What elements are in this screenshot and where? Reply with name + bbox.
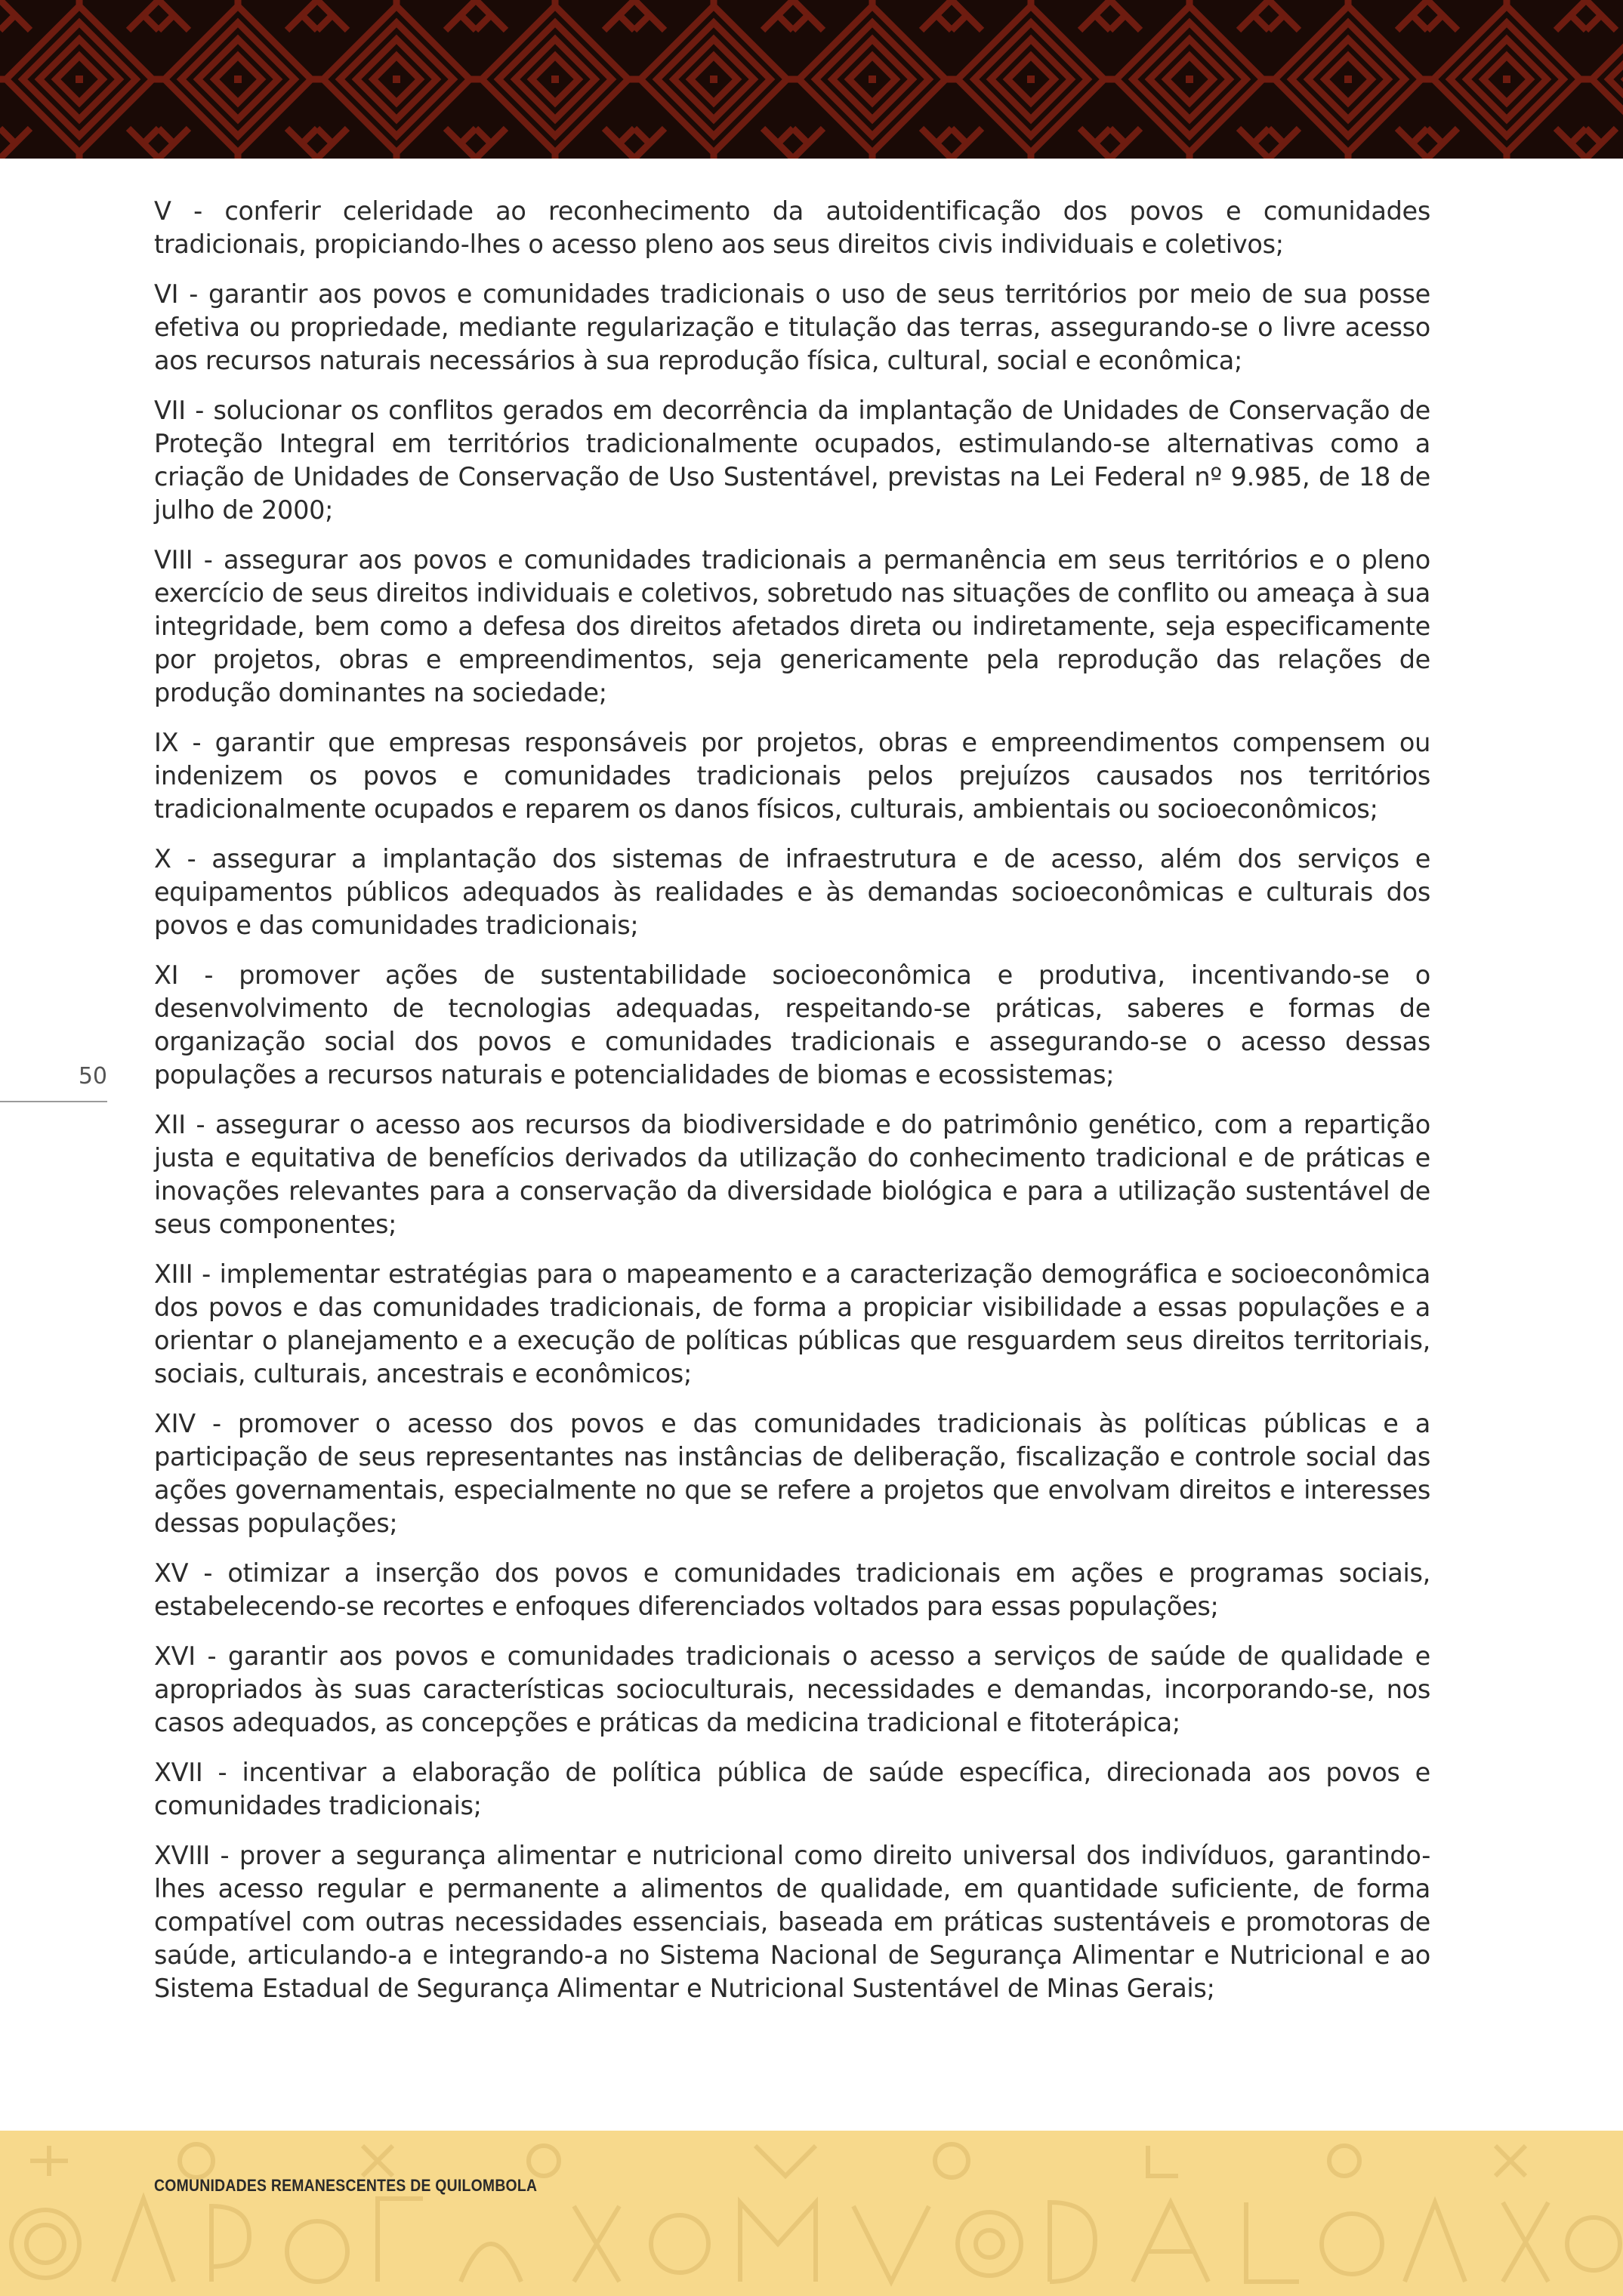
paragraph-xiv: XIV - promover o acesso dos povos e das comunidades tradicionais às políticas públicas e a participação de seus representantes nas instâncias de deliberação, fiscalização e controle social das ações governamentais, especialmente no que se refere a projetos que envolvam direitos e interesses dessas populações; bbox=[154, 1409, 1430, 1538]
paragraph-xv: XV - otimizar a inserção dos povos e comunidades tradicionais em ações e programas sociais, estabelecendo-se recortes e enfoques diferenciados voltados para essas populações; bbox=[154, 1558, 1430, 1621]
paragraph-x: X - assegurar a implantação dos sistemas de infraestrutura e de acesso, além dos serviços e equipamentos públicos adequados às realidades e às demandas socioeconômicas e culturais dos povos e das comunidades tradicionais; bbox=[154, 844, 1430, 940]
document-body bbox=[154, 195, 1430, 2022]
paragraph-xi: XI - promover ações de sustentabilidade socioeconômica e produtiva, incentivando-se o desenvolvimento de tecnologias adequadas, respeitando-se práticas, saberes e formas de organização social dos povos e comunidades tradicionais e assegurando-se o acesso dessas populações a recursos naturais e potencialidades de biomas e ecossistemas; bbox=[154, 960, 1430, 1089]
glyph-pattern bbox=[0, 2131, 1623, 2296]
bottom-decorative-band bbox=[0, 2131, 1623, 2296]
paragraph-xvii: XVII - incentivar a elaboração de política pública de saúde específica, direcionada aos povos e comunidades tradicionais; bbox=[154, 1758, 1430, 1820]
page-number-divider bbox=[0, 1101, 107, 1102]
paragraph-xviii: XVIII - prover a segurança alimentar e nutricional como direito universal dos indivíduos, garantindo-lhes acesso regular e permanente a alimentos de qualidade, em quantidade suficiente, de forma compatível com outras necessidades essenciais, baseada em práticas sustentáveis e promotoras de saúde, articulando-a e integrando-a no Sistema Nacional de Segurança Alimentar e Nutricional e ao Sistema Estadual de Segurança Alimentar e Nutricional Sustentável de Minas Gerais; bbox=[154, 1841, 1430, 2003]
top-decorative-band bbox=[0, 0, 1623, 159]
paragraph-v: V - conferir celeridade ao reconhecimento da autoidentificação dos povos e comunidades tradicionais, propiciando-lhes o acesso pleno aos seus direitos civis individuais e coletivos; bbox=[154, 196, 1430, 259]
paragraph-xvi: XVI - garantir aos povos e comunidades tradicionais o acesso a serviços de saúde de qualidade e apropriados às suas características socioculturais, necessidades e demandas, incorporando-se, nos casos adequados, as concepções e práticas da medicina tradicional e fitoterápica; bbox=[154, 1641, 1430, 1737]
footer-title: COMUNIDADES REMANESCENTES DE QUILOMBOLA bbox=[154, 2176, 538, 2195]
paragraph-xii: XII - assegurar o acesso aos recursos da biodiversidade e do patrimônio genético, com a repartição justa e equitativa de benefícios derivados da utilização do conhecimento tradicional e de práticas e inovações relevantes para a conservação da diversidade biológica e para a utilização sustentável de seus componentes; bbox=[154, 1110, 1430, 1239]
paragraph-vii: VII - solucionar os conflitos gerados em decorrência da implantação de Unidades de Conservação de Proteção Integral em territórios tradicionalmente ocupados, estimulando-se alternativas como a criação de Unidades de Conservação de Uso Sustentável, previstas na Lei Federal nº 9.985, de 18 de julho de 2000; bbox=[154, 396, 1430, 525]
paragraph-ix: IX - garantir que empresas responsáveis por projetos, obras e empreendimentos compensem ou indenizem os povos e comunidades tradicionais pelos prejuízos causados nos territórios tradicionalmente ocupados e reparem os danos físicos, culturais, ambientais ou socioeconômicos; bbox=[154, 728, 1430, 824]
paragraph-viii: VIII - assegurar aos povos e comunidades tradicionais a permanência em seus territórios e o pleno exercício de seus direitos individuais e coletivos, sobretudo nas situações de conflito ou ameaça à sua integridade, bem como a defesa dos direitos afetados direta ou indiretamente, seja especificamente por projetos, obras e empreendimentos, seja genericamente pela reprodução das relações de produção dominantes na sociedade; bbox=[154, 545, 1430, 707]
maze-pattern bbox=[0, 0, 1623, 159]
page-number: 50 bbox=[78, 1063, 107, 1089]
paragraph-xiii: XIII - implementar estratégias para o mapeamento e a caracterização demográfica e socioeconômica dos povos e das comunidades tradicionais, de forma a propiciar visibilidade a essas populações e a orientar o planejamento e a execução de políticas públicas que resguardem seus direitos territoriais, sociais, culturais, ancestrais e econômicos; bbox=[154, 1259, 1430, 1388]
paragraph-vi: VI - garantir aos povos e comunidades tradicionais o uso de seus territórios por meio de sua posse efetiva ou propriedade, mediante regularização e titulação das terras, assegurando-se o livre acesso aos recursos naturais necessários à sua reprodução física, cultural, social e econômica; bbox=[154, 279, 1430, 375]
